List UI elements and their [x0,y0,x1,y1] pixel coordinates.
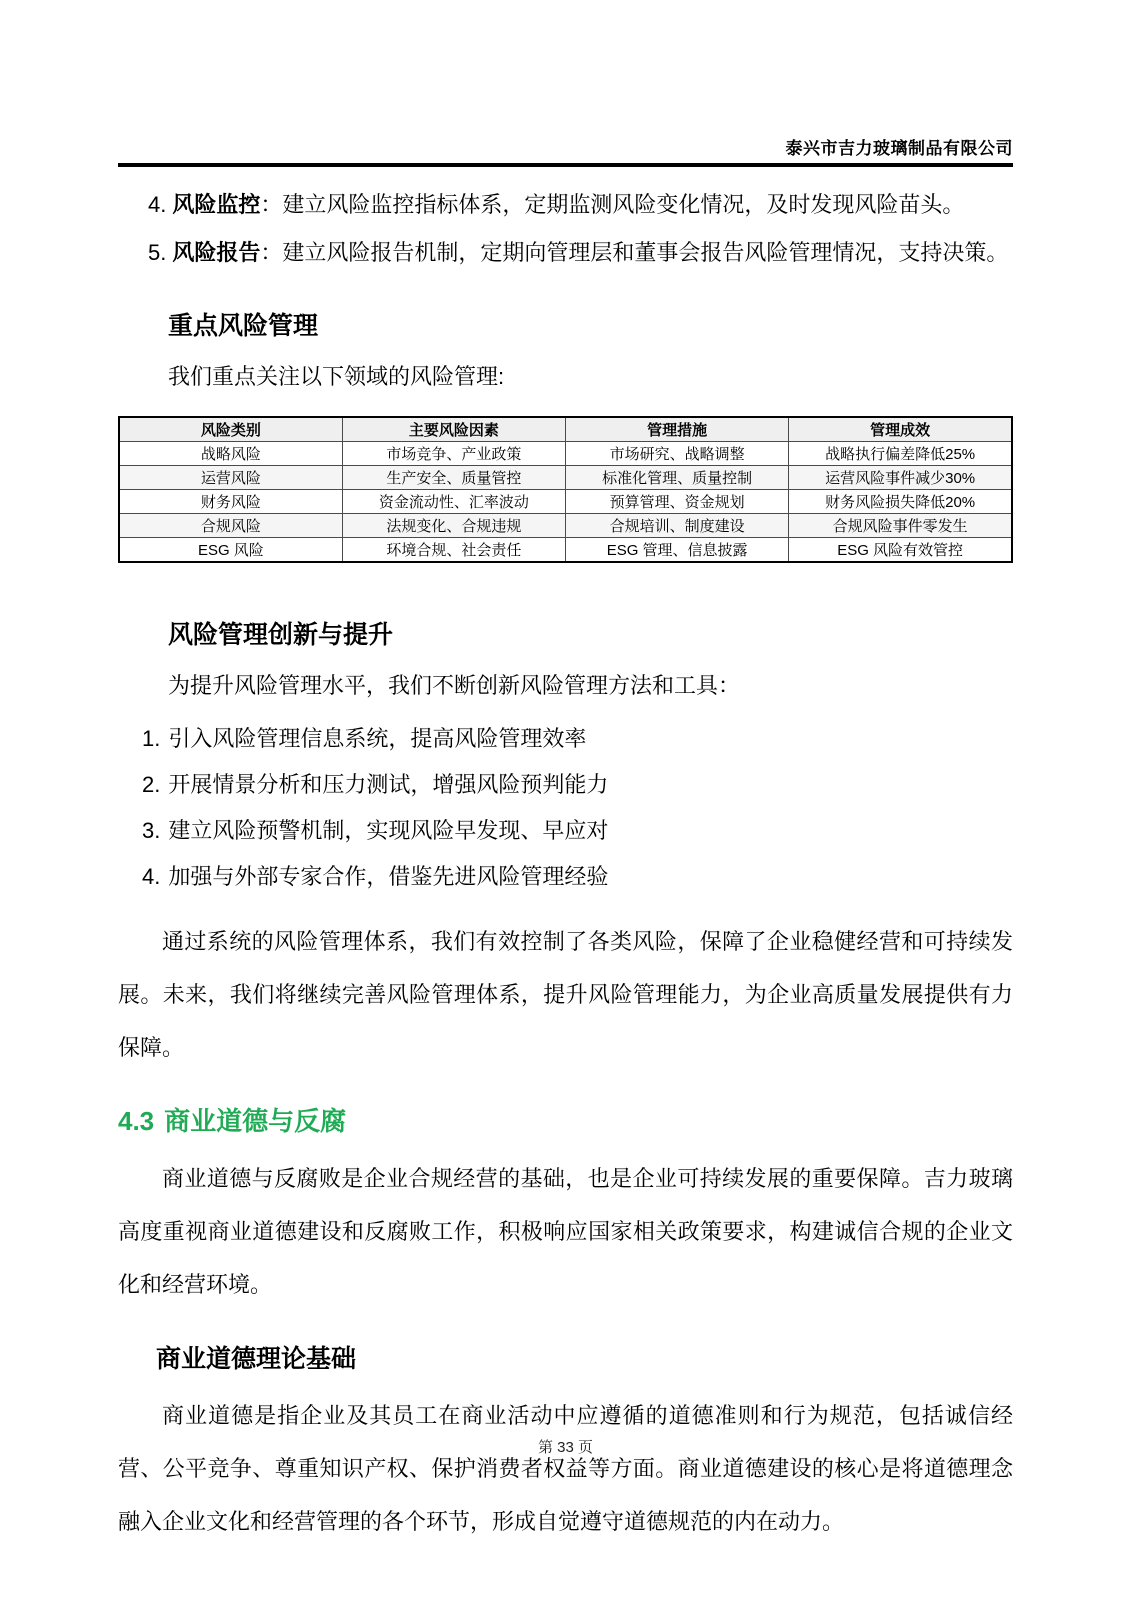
innovation-closing-paragraph: 通过系统的风险管理体系，我们有效控制了各类风险，保障了企业稳健经营和可持续发展。未来，我们将继续完善风险管理体系，提升风险管理能力，为企业高质量发展提供有力保障。 [118,929,1013,1060]
key-risk-intro: 我们重点关注以下领域的风险管理: [168,364,505,389]
item-number: 5. [148,240,167,265]
col-header: 主要风险因素 [342,417,565,442]
list-item-1 [142,726,1013,751]
col-header: 管理措施 [566,417,789,442]
list-item-3 [142,818,1013,843]
item-text: 开展情景分析和压力测试，增强风险预判能力 [168,772,609,797]
cell-outcome: 战略执行偏差降低25% [789,442,1012,466]
item-number: 3. [142,818,161,843]
cell-measure: ESG 管理、信息披露 [566,538,789,563]
section-heading-innovation: 风险管理创新与提升 [168,621,394,649]
table-row [119,466,1012,490]
section-heading-key-risk: 重点风险管理 [168,312,319,340]
page-body [118,192,1013,1548]
cell-risk-factor: 资金流动性、汇率波动 [342,490,565,514]
section-heading-4-3 [118,1101,1013,1138]
cell-risk-type: 运营风险 [119,466,342,490]
item-text: 引入风险管理信息系统，提高风险管理效率 [168,726,587,751]
cell-risk-factor: 环境合规、社会责任 [342,538,565,563]
cell-measure: 预算管理、资金规划 [566,490,789,514]
ethics-paragraph-2: 商业道德是指企业及其员工在商业活动中应遵循的道德准则和行为规范，包括诚信经营、公平竞争、尊重知识产权、保护消费者权益等方面。商业道德建设的核心是将道德理念融入企业文化和经营管理的各个环节，形成自觉遵守道德规范的内在动力。 [118,1403,1013,1534]
company-name: 泰兴市吉力玻璃制品有限公司 [785,139,1013,158]
sub-heading-ethics-theory: 商业道德理论基础 [156,1345,357,1373]
cell-outcome: 财务风险损失降低20% [789,490,1012,514]
list-item-4 [142,864,1013,889]
table-row [119,538,1012,563]
innovation-intro: 为提升风险管理水平，我们不断创新风险管理方法和工具： [168,673,741,698]
item-number: 4. [148,192,167,217]
cell-risk-factor: 生产安全、质量管控 [342,466,565,490]
cell-risk-factor: 市场竞争、产业政策 [342,442,565,466]
risk-management-table [118,416,1013,563]
numbered-item-5 [148,240,1013,266]
section-title: 商业道德与反腐 [164,1106,347,1136]
page-footer [0,1436,1131,1457]
numbered-item-4 [148,192,1013,218]
innovation-list [118,726,1013,889]
cell-risk-type: 战略风险 [119,442,342,466]
table-row [119,442,1012,466]
cell-risk-type: ESG 风险 [119,538,342,563]
item-text: 建立风险预警机制，实现风险早发现、早应对 [168,818,609,843]
cell-risk-type: 合规风险 [119,514,342,538]
table-row [119,514,1012,538]
cell-measure: 市场研究、战略调整 [566,442,789,466]
cell-outcome: 合规风险事件零发生 [789,514,1012,538]
cell-outcome: ESG 风险有效管控 [789,538,1012,563]
item-number: 2. [142,772,161,797]
item-text: ：建立风险监控指标体系，定期监测风险变化情况，及时发现风险苗头。 [260,192,965,217]
cell-risk-factor: 法规变化、合规违规 [342,514,565,538]
page-number: 第 33 页 [537,1439,594,1456]
cell-risk-type: 财务风险 [119,490,342,514]
cell-measure: 合规培训、制度建设 [566,514,789,538]
page-header [118,0,1013,167]
item-text: ：建立风险报告机制，定期向管理层和董事会报告风险管理情况，支持决策。 [260,240,1009,265]
section-number: 4.3 [118,1106,155,1136]
item-number: 4. [142,864,161,889]
table-header-row [119,417,1012,442]
list-item-2 [142,772,1013,797]
table-row [119,490,1012,514]
col-header: 管理成效 [789,417,1012,442]
item-label: 风险报告 [172,240,261,265]
col-header: 风险类别 [119,417,342,442]
cell-measure: 标准化管理、质量控制 [566,466,789,490]
header-divider-rule [118,163,1013,167]
item-text: 加强与外部专家合作，借鉴先进风险管理经验 [168,864,609,889]
item-number: 1. [142,726,161,751]
item-label: 风险监控 [172,192,261,217]
cell-outcome: 运营风险事件减少30% [789,466,1012,490]
ethics-paragraph-1: 商业道德与反腐败是企业合规经营的基础，也是企业可持续发展的重要保障。吉力玻璃高度重视商业道德建设和反腐败工作，积极响应国家相关政策要求，构建诚信合规的企业文化和经营环境。 [118,1166,1013,1297]
